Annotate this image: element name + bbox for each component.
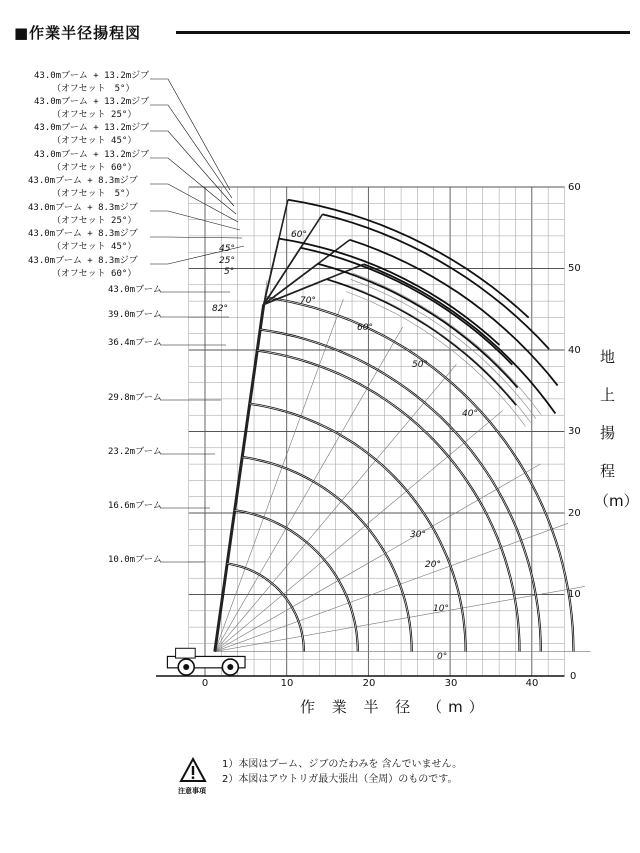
boom-label-166: 16.6mブーム (108, 501, 162, 511)
angle-label-60: 60° (357, 323, 373, 333)
jib-label-3a: 43.0mブーム + 13.2mジブ (34, 123, 150, 133)
y-tick-50: 50 (568, 263, 581, 274)
offset-label-45: 45° (219, 244, 235, 254)
truck-hub (183, 664, 189, 670)
angle-label-82: 82° (212, 304, 228, 314)
y-axis-title-3: 揚 (600, 424, 616, 442)
y-tick-30: 30 (568, 426, 581, 437)
angle-label-0: 0° (437, 652, 448, 662)
jib-label-2a: 43.0mブーム + 13.2mジブ (34, 97, 150, 107)
jib-label-6b: （オフセット 25°） (52, 216, 137, 226)
y-tick-60: 60 (568, 182, 581, 193)
y-axis-title-2: 上 (600, 386, 616, 404)
boom-label-43: 43.0mブーム (108, 285, 162, 295)
jib-leader-line (150, 158, 236, 214)
warning-triangle-icon (179, 757, 207, 783)
boom-angle-line (215, 464, 540, 651)
truck-cab (176, 648, 196, 658)
offset-label-25: 25° (219, 256, 235, 266)
boom-curve-hl-10 (227, 564, 304, 652)
x-axis-title: 作 業 半 径 （m） (300, 698, 490, 716)
boom-labels (108, 284, 162, 565)
boom-curve-16.6 (235, 510, 358, 651)
boom-angle-line (215, 327, 403, 652)
jib-arm (264, 248, 301, 305)
y-tick-10: 10 (568, 589, 581, 600)
y-axis-title-1: 地 (600, 348, 616, 366)
offset-label-5: 5° (224, 267, 235, 277)
jib-leader-line (150, 79, 230, 190)
y-axis-title (594, 348, 639, 510)
y-tick-20: 20 (568, 508, 581, 519)
section-title: ■作業半径揚程図 (14, 24, 142, 42)
jib-label-7a: 43.0mブーム + 8.3mジブ (28, 229, 138, 239)
boom-label-364: 36.4mブーム (108, 338, 162, 348)
x-tick-0: 0 (201, 678, 209, 689)
angle-label-30: 30° (410, 530, 426, 540)
jib-label-4a: 43.0mブーム + 13.2mジブ (34, 150, 150, 160)
offset-label-60: 60° (291, 230, 307, 240)
y-axis-title-4: 程 (600, 462, 616, 480)
jib-label-8a: 43.0mブーム + 8.3mジブ (28, 256, 138, 266)
jib-label-1a: 43.0mブーム + 13.2mジブ (34, 71, 150, 81)
boom-label-39: 39.0mブーム (108, 310, 162, 320)
jib-leader-line (150, 211, 240, 230)
boom-curve-39 (260, 330, 541, 652)
truck-hub (227, 664, 233, 670)
jib-label-7b: （オフセット 45°） (52, 242, 137, 252)
jib-arm (264, 279, 327, 304)
jib-label-1b: （オフセット 5°） (52, 84, 135, 94)
boom-curve-36.4 (257, 351, 519, 652)
jib-label-6a: 43.0mブーム + 8.3mジブ (28, 203, 138, 213)
angle-label-10: 10° (433, 604, 449, 614)
x-tick-40: 40 (525, 678, 539, 689)
jib-label-4b: （オフセット 60°） (52, 163, 137, 173)
envelope-curve (346, 292, 525, 427)
offset-angle-labels (219, 230, 307, 277)
x-tick-20: 20 (362, 678, 376, 689)
angle-label-20: 20° (425, 560, 441, 570)
x-tick-10: 10 (280, 678, 294, 689)
leader-lines (150, 79, 244, 562)
boom-angle-line (215, 523, 568, 651)
angle-label-70: 70° (300, 296, 316, 306)
note-1: 1）本図はブーム、ジブのたわみを 含んでいません。 (222, 759, 463, 770)
caution-label: 注意事項 (178, 787, 206, 795)
jib-label-2b: （オフセット 25°） (52, 110, 137, 120)
jib-label-5b: （オフセット 5°） (52, 189, 135, 199)
note-2: 2）本図はアウトリガ最大張出（全周）のものです。 (222, 774, 458, 785)
jib-label-3b: （オフセット 45°） (52, 136, 137, 146)
boom-label-298: 29.8mブーム (108, 393, 162, 403)
crane-truck (167, 648, 245, 675)
y-tick-0: 0 (570, 671, 577, 682)
jib-leader-line (150, 237, 242, 238)
boom-curve-23.2 (242, 457, 412, 652)
x-tick-30: 30 (444, 678, 458, 689)
jib-leader-line (150, 184, 238, 222)
boom-label-232: 23.2mブーム (108, 447, 162, 457)
envelope-curve (353, 273, 542, 415)
x-tick-labels (202, 678, 539, 689)
angle-label-40: 40° (462, 409, 478, 419)
notes (222, 757, 462, 787)
jib-label-8b: （オフセット 60°） (52, 269, 137, 279)
jib-label-5a: 43.0mブーム + 8.3mジブ (28, 176, 138, 186)
boom-label-10: 10.0mブーム (108, 555, 162, 565)
y-axis-title-5: （m） (594, 492, 639, 510)
jib-labels (28, 70, 149, 279)
angle-label-50: 50° (412, 360, 428, 370)
boom-angle-line (215, 299, 344, 651)
y-tick-40: 40 (568, 345, 581, 356)
